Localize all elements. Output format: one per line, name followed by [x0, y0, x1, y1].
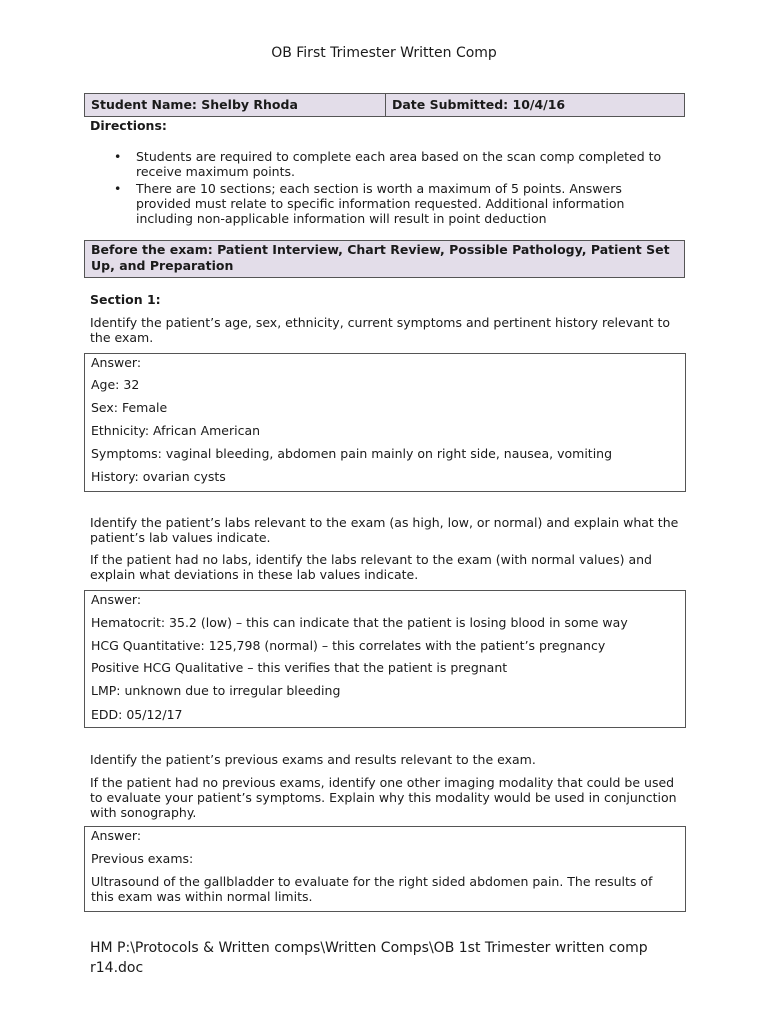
answer-symptoms: Symptoms: vaginal bleeding, abdomen pain mainly on right side, nausea, vomiting	[91, 446, 613, 461]
answer-lmp: LMP: unknown due to irregular bleeding	[91, 683, 341, 698]
answer-previous-exams-label: Previous exams:	[91, 851, 194, 866]
answer-label: Answer:	[91, 355, 142, 370]
directions-heading: Directions:	[90, 118, 167, 133]
question-labs-alt: If the patient had no labs, identify the labs relevant to the exam (with normal values) and explain what deviations in these lab values indicate.	[90, 552, 652, 582]
answer-label: Answer:	[91, 592, 142, 607]
answer-box-previous-exams	[84, 826, 686, 912]
answer-hcg-qualitative: Positive HCG Qualitative – this verifies that the patient is pregnant	[91, 660, 508, 675]
date-submitted: Date Submitted: 10/4/16	[392, 97, 566, 112]
directions-item: • There are 10 sections; each section is worth a maximum of 5 points. Answers provided must relate to specific information requested. Additional information including non-applicable information will result in point deduction	[114, 181, 679, 226]
answer-box-demographics	[84, 353, 686, 492]
answer-sex: Sex: Female	[91, 400, 168, 415]
directions-item: • Students are required to complete each area based on the scan comp completed to receive maximum points.	[114, 149, 679, 179]
answer-edd: EDD: 05/12/17	[91, 707, 183, 722]
question-demographics: Identify the patient’s age, sex, ethnicity, current symptoms and pertinent history relevant to the exam.	[90, 315, 671, 345]
before-exam-header: Before the exam: Patient Interview, Chart Review, Possible Pathology, Patient Set Up, and Preparation	[84, 240, 685, 278]
file-path-footer: HM P:\Protocols & Written comps\Written Comps\OB 1st Trimester written comp r14.doc	[90, 940, 648, 976]
section-1-heading: Section 1:	[90, 292, 161, 307]
answer-box-labs	[84, 590, 686, 728]
answer-age: Age: 32	[91, 377, 140, 392]
directions-list	[114, 149, 679, 228]
answer-history: History: ovarian cysts	[91, 469, 226, 484]
page-title: OB First Trimester Written Comp	[271, 45, 497, 61]
answer-ethnicity: Ethnicity: African American	[91, 423, 261, 438]
answer-label: Answer:	[91, 828, 142, 843]
answer-hcg-quantitative: HCG Quantitative: 125,798 (normal) – this correlates with the patient’s pregnancy	[91, 638, 606, 653]
answer-previous-exams-detail: Ultrasound of the gallbladder to evaluate for the right sided abdomen pain. The results of this exam was within normal limits.	[91, 874, 653, 904]
question-previous-exams-alt: If the patient had no previous exams, identify one other imaging modality that could be used to evaluate your patient’s symptoms. Explain why this modality would be used in conjunction with sonography.	[90, 775, 677, 820]
student-info-table	[84, 93, 685, 117]
question-labs: Identify the patient’s labs relevant to the exam (as high, low, or normal) and explain what the patient’s lab values indicate.	[90, 515, 679, 545]
question-previous-exams: Identify the patient’s previous exams and results relevant to the exam.	[90, 752, 536, 767]
student-name: Student Name: Shelby Rhoda	[85, 94, 386, 116]
answer-hematocrit: Hematocrit: 35.2 (low) – this can indicate that the patient is losing blood in some way	[91, 615, 628, 630]
